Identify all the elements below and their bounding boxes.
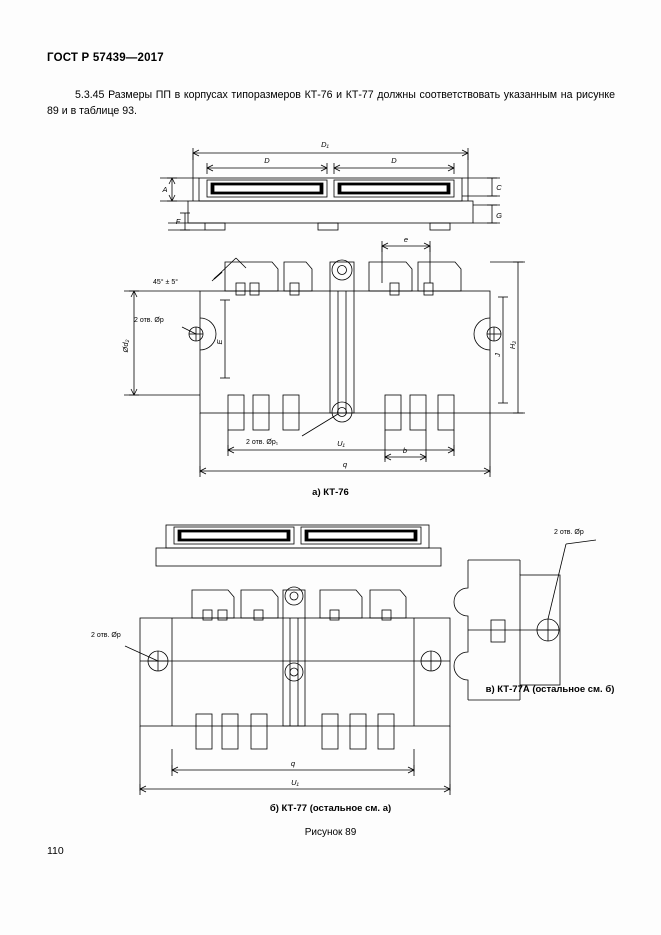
subcaption-b: б) КТ-77 (остальное см. а) [269, 803, 392, 814]
figure-caption: Рисунок 89 [304, 827, 357, 838]
dim-label-q-a: q [342, 460, 348, 469]
dim-label-D-right: D [391, 156, 397, 165]
dim-label-E: Е [215, 339, 224, 345]
annotation-holes-p1: 2 отв. Øр₁ [246, 439, 279, 446]
dim-label-F: F [175, 217, 181, 226]
dim-label-U1-a: U₁ [337, 439, 345, 448]
dim-label-J: J [493, 353, 502, 357]
standard-header: ГОСТ Р 57439—2017 [47, 52, 164, 64]
paragraph-5-3-45 [47, 88, 615, 119]
dim-label-D-left: D [264, 156, 270, 165]
annotation-angle: 45° ± 5° [153, 279, 179, 286]
annotation-holes-p-b: 2 отв. Øр [91, 632, 121, 639]
dim-label-U1-b: U₁ [291, 778, 299, 787]
subcaption-a: а) КТ-76 [312, 487, 349, 498]
dim-label-G: G [496, 211, 502, 220]
dim-label-Od2: Ød₂ [121, 339, 130, 353]
page-number: 110 [47, 845, 64, 857]
subcaption-v: в) КТ-77А (остальное см. б) [485, 684, 615, 695]
dim-label-H2: H₂ [508, 340, 517, 350]
dim-label-A: A [162, 185, 168, 194]
annotation-holes-p-v: 2 отв. Øр [554, 529, 584, 536]
dim-label-D1: D₁ [321, 140, 329, 149]
dim-label-e: е [403, 235, 409, 244]
dim-label-q-b: q [290, 759, 296, 768]
dim-label-b-a: b [402, 446, 408, 455]
paragraph-text: 5.3.45 Размеры ПП в корпусах типоразмеров КТ-76 и КТ-77 должны соответствовать указанным на рисунке 89 и в таблице 93. [47, 89, 615, 117]
dim-label-C: C [496, 183, 502, 192]
annotation-holes-p-a: 2 отв. Øр [134, 317, 164, 324]
